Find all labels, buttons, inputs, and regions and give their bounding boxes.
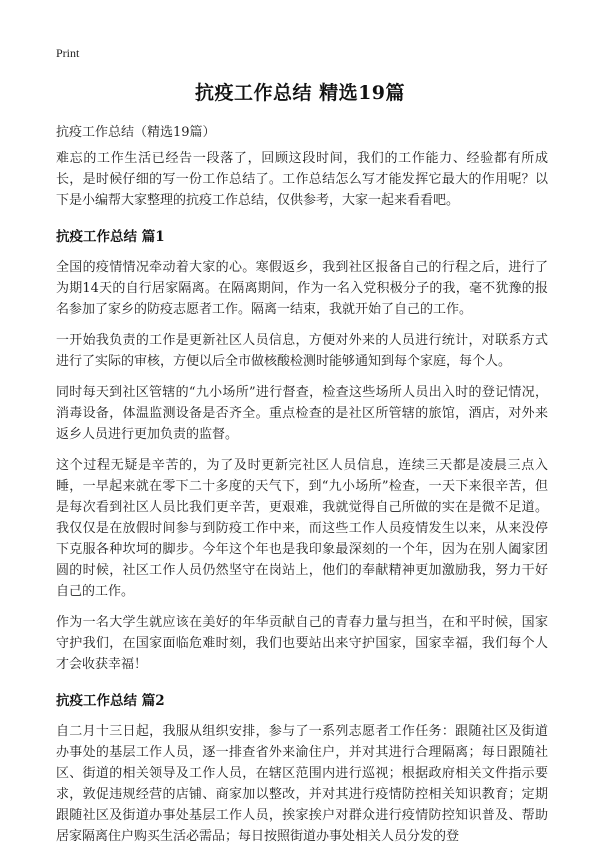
section-1-paragraph-3: 同时每天到社区管辖的“九小场所”进行督查，检查这些场所人员出入时的登记情况，消毒设备，体温监测设备是否齐全。重点检查的是社区所管辖的旅馆，酒店，对外来返乡人员进行更加负责的监督。 bbox=[56, 385, 548, 442]
section-heading-2: 抗疫工作总结 篇2 bbox=[56, 693, 165, 709]
print-link[interactable]: Print bbox=[56, 46, 80, 60]
section-1-paragraph-5: 作为一名大学生就应该在美好的年华贡献自己的青春力量与担当，在和平时候，国家守护我们，在国家面临危难时刻，我们也要站出来守护国家，国家幸福，我们每个人才会收获幸福！ bbox=[56, 615, 548, 672]
intro-paragraph: 难忘的工作生活已经告一段落了，回顾这段时间，我们的工作能力、经验都有所成长，是时候仔细的写一份工作总结了。工作总结怎么写才能发挥它最大的作用呢？以下是小编帮大家整理的抗疫工作总结，仅供参考，大家一起来看看吧。 bbox=[56, 151, 548, 208]
document-subtitle: 抗疫工作总结（精选19篇） bbox=[56, 125, 216, 140]
section-1-paragraph-1: 全国的疫情情况牵动着大家的心。寒假返乡，我到社区报备自己的行程之后，进行了为期14天的自行居家隔离。在隔离期间，作为一名入党积极分子的我，毫不犹豫的报名参加了家乡的防疫志愿者工作。隔离一结束，我就开始了自己的工作。 bbox=[56, 260, 548, 317]
section-1-paragraph-2: 一开始我负责的工作是更新社区人员信息，方便对外来的人员进行统计，对联系方式进行了实际的审核，方便以后全市做核酸检测时能够通知到每个家庭，每个人。 bbox=[56, 333, 548, 369]
section-2-paragraph-1: 自二月十三日起，我服从组织安排，参与了一系列志愿者工作任务：跟随社区及街道办事处的基层工作人员，逐一排查省外来渝住户，并对其进行合理隔离；每日跟随社区、街道的相关领导及工作人员，在辖区范围内进行巡视；根据政府相关文件指示要求，敦促违规经营的店铺、商家加以整改，并对其进行疫情防控相关知识教育；定期跟随社区及街道办事处基层工作人员，挨家挨户对群众进行疫情防控知识普及、帮助居家隔离住户购买生活必需品；每日按照街道办事处相关人员分发的登 bbox=[56, 724, 548, 844]
page-title: 抗疫工作总结 精选19篇 bbox=[194, 82, 406, 104]
section-heading-1: 抗疫工作总结 篇1 bbox=[56, 229, 165, 245]
document-body bbox=[56, 148, 548, 857]
section-1-paragraph-4: 这个过程无疑是辛苦的，为了及时更新完社区人员信息，连续三天都是凌晨三点入睡，一早起来就在零下二十多度的天气下，到“九小场所”检查，一天下来很辛苦，但是每次看到社区人员比我们更辛苦，更艰难，我就觉得自己所做的实在是微不足道。我仅仅是在放假时间参与到防疫工作中来，而这些工作人员疫情发生以来，从来没停下克服各种坎坷的脚步。今年这个年也是我印象最深刻的一个年，因为在别人阖家团圆的时候，社区工作人员仍然坚守在岗站上，他们的奉献精神更加激励我，努力干好自己的工作。 bbox=[56, 458, 548, 599]
